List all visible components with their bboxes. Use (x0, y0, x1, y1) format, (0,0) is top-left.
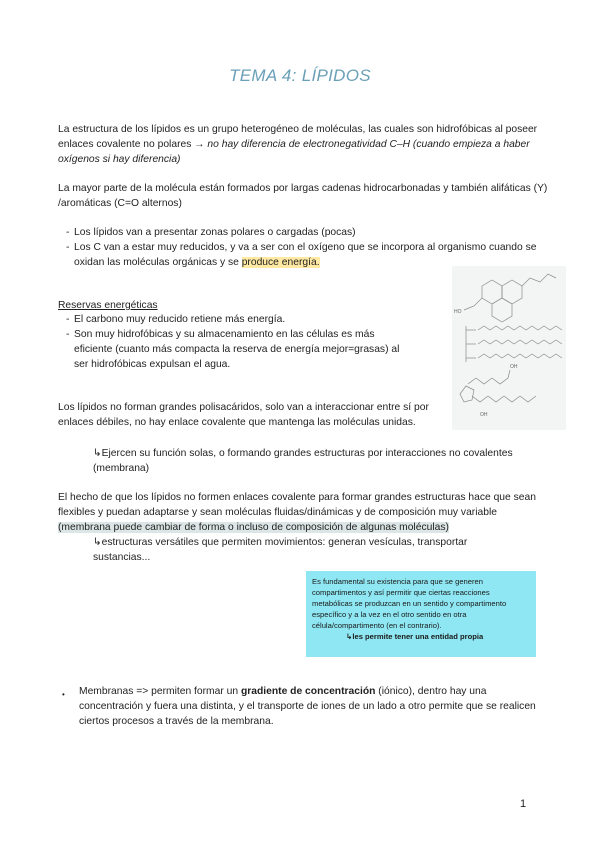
reservas-list (60, 312, 410, 372)
fatty-chain-3 (478, 354, 562, 358)
highlight-membrana: (membrana puede cambiar de forma o incluso de composición de algunas moléculas) (58, 522, 449, 533)
polisacaridos-sub: ↳Ejercen su función solas, o formando grandes estructuras por interacciones no covalentes (membrana) (93, 448, 513, 474)
intro-arrow: → (194, 139, 205, 150)
list-item: - El carbono muy reducido retiene más energía. (60, 312, 410, 327)
membranas-paragraph: Membranas => permiten formar un gradiente de concentración (iónico), dentro hay una concentración y fuera una distinta, y el transporte de iones de un lado a otro permite que se realicen ciertos procesos a través de la membrana. (79, 686, 536, 727)
intro-main: La estructura de los lípidos es un grupo heterogéneo de moléculas, las cuales son hidrofóbicas al poseer enlaces covalente no polares (58, 124, 538, 150)
label-oh-1: HO (454, 309, 462, 315)
steroid-ring-b (502, 280, 522, 304)
steroid-tail (522, 274, 556, 286)
eicosanoid-chain-bottom (472, 396, 536, 402)
label-oh-2: OH (510, 364, 518, 370)
list-item: - Los C van a estar muy reducidos, y va a ser con el oxígeno que se incorpora al organismo cuando se oxidan las moléculas orgánicas y se produce energía. (60, 240, 540, 270)
steroid-ring-c (492, 298, 512, 322)
lipid-structures-drawing (452, 266, 566, 430)
label-oh-3: OH (480, 412, 488, 418)
properties-list (60, 225, 540, 270)
steroid-oh-bond (464, 298, 482, 310)
bold-gradiente: gradiente de concentración (240, 686, 376, 697)
intro-note: no hay diferencia de electronegatividad C–H (cuando empieza a haber oxígenos si hay diferencia) (58, 139, 530, 165)
callout-box (306, 571, 536, 657)
callout-arrow-line: ↳les permite tener una entidad propia (346, 632, 484, 641)
highlight-produce-energia: produce energía. (241, 257, 320, 268)
callout-text: Es fundamental su existencia para que se generen compartimentos y así permitir que ciertas reacciones metabólicas se produzcan en un sentido y compartimento específico y a la vez en el otro sentido en otra célula/compartimento (en el contrario). (312, 577, 507, 630)
eicosanoid-chain-top (468, 370, 510, 384)
flexibles-sub: ↳estructuras versátiles que permiten movimientos: generan vesículas, transportar sustancias... (93, 537, 468, 563)
list-item: - Son muy hidrofóbicas y su almacenamiento en las células es más eficiente (cuanto más compacta la reserva de energía mejor=grasas) al ser hidrofóbicas expulsan el agua. (60, 327, 410, 372)
eicosanoid-ring (460, 386, 474, 402)
page-number: 1 (520, 798, 527, 810)
reservas-heading: Reservas energéticas (58, 300, 158, 311)
fatty-chain-1 (478, 326, 562, 330)
chains-paragraph: La mayor parte de la molécula están formados por largas cadenas hidrocarbonadas y también alifáticas (Y) /aromáticas (C=O alternos) (58, 183, 548, 209)
bullet-dot: • (62, 690, 65, 699)
steroid-ring-a (482, 280, 502, 304)
flexibles-paragraph: El hecho de que los lípidos no formen enlaces covalente para formar grandes estructuras hace que sean flexibles y puedan adaptarse y sean moléculas fluidas/dinámicas y de composición muy variable (membrana puede cambiar de forma o incluso de composición de algunas moléculas) (58, 492, 536, 533)
intro-paragraph (58, 122, 548, 167)
polisacaridos-paragraph: Los lípidos no forman grandes polisacáridos, solo van a interaccionar entre sí por enlaces débiles, no hay enlace covalente que mantenga las moléculas unidas. (58, 402, 429, 428)
fatty-chain-2 (478, 340, 562, 344)
lipid-structures-figure (452, 266, 566, 430)
page-title: TEMA 4: LÍPIDOS (229, 66, 371, 85)
list-item: - Los lípidos van a presentar zonas polares o cargadas (pocas) (60, 225, 540, 240)
